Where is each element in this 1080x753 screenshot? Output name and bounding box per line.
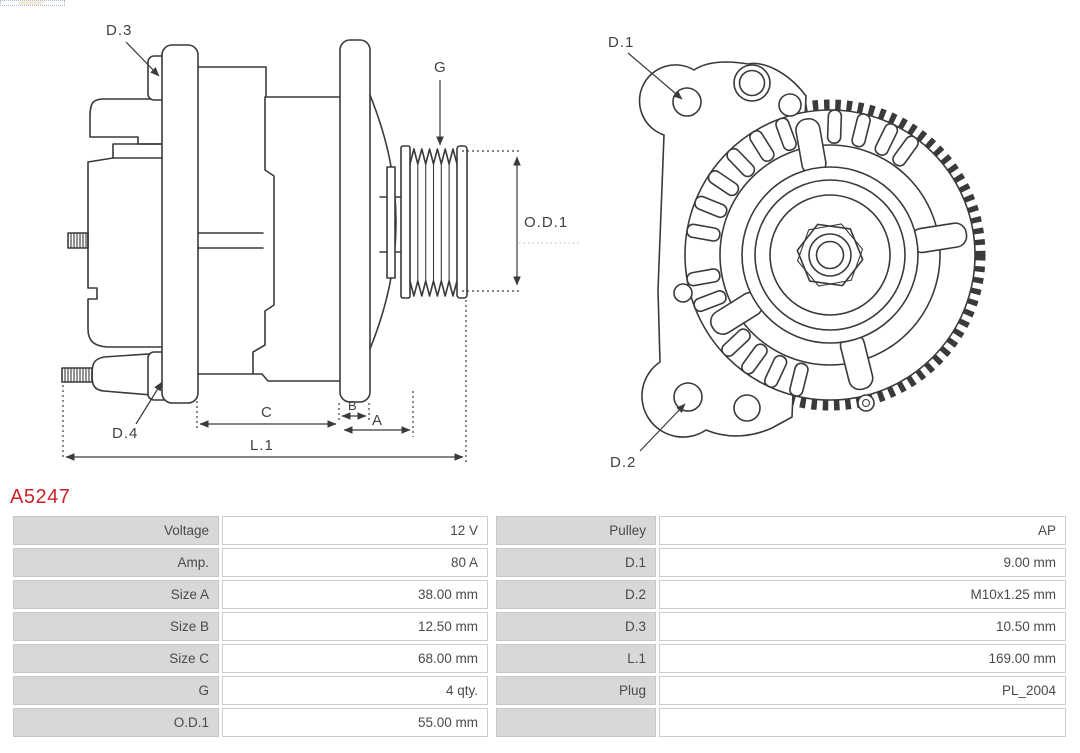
table-row: [13, 612, 1066, 641]
spec-value: M10x1.25 mm: [659, 580, 1066, 609]
side-view: [62, 22, 582, 462]
lower-boss: [734, 395, 760, 421]
plate-hole: [674, 284, 692, 302]
spec-label: [496, 708, 656, 737]
spec-label: L.1: [496, 644, 656, 673]
table-row: [13, 708, 1066, 737]
mount-hole-d1: [673, 88, 701, 116]
shaft-end: [817, 242, 844, 269]
spec-label: Size B: [13, 612, 219, 641]
spec-label: Pulley: [496, 516, 656, 545]
dim-label-d4: D.4: [112, 425, 139, 442]
spec-value: 68.00 mm: [222, 644, 488, 673]
spec-label: Amp.: [13, 548, 219, 577]
part-number: A5247: [10, 486, 71, 508]
spec-value: AP: [659, 516, 1066, 545]
front-view: [608, 34, 980, 471]
dim-label-a: A: [372, 412, 384, 429]
spec-label: Plug: [496, 676, 656, 705]
spec-value: 9.00 mm: [659, 548, 1066, 577]
dim-label-d1: D.1: [608, 34, 635, 51]
mount-hole-d2: [674, 383, 702, 411]
bottom-ear: [858, 395, 874, 411]
drive-end-bracket: [340, 40, 370, 402]
spec-label: G: [13, 676, 219, 705]
table-row: [13, 676, 1066, 705]
pulley-grooves-top: [410, 149, 457, 164]
spec-value: 12.50 mm: [222, 612, 488, 641]
table-row: [13, 516, 1066, 545]
spec-label: Voltage: [13, 516, 219, 545]
spec-label: D.2: [496, 580, 656, 609]
spec-value: 4 qty.: [222, 676, 488, 705]
stud-thread-hatch: [65, 369, 89, 382]
spec-value: 10.50 mm: [659, 612, 1066, 641]
spec-label: O.D.1: [13, 708, 219, 737]
pulley-back-flange: [401, 146, 410, 298]
spec-value: PL_2004: [659, 676, 1066, 705]
spec-value: 12 V: [222, 516, 488, 545]
spec-value: 38.00 mm: [222, 580, 488, 609]
dim-label-b: B: [348, 398, 358, 413]
spec-label: Size C: [13, 644, 219, 673]
table-row: [13, 644, 1066, 673]
spec-value: [659, 708, 1066, 737]
front-flange: [162, 45, 198, 403]
dim-label-l1: L.1: [250, 437, 274, 454]
spec-value: 80 A: [222, 548, 488, 577]
dim-label-d2: D.2: [610, 454, 637, 471]
dim-label-od1: O.D.1: [524, 214, 569, 231]
table-row: [13, 580, 1066, 609]
dim-label-c: C: [261, 404, 273, 421]
spec-label: D.3: [496, 612, 656, 641]
spec-value: 169.00 mm: [659, 644, 1066, 673]
spec-label: Size A: [13, 580, 219, 609]
dim-label-d3: D.3: [106, 22, 133, 39]
spec-value: 55.00 mm: [222, 708, 488, 737]
ear-hole: [779, 94, 801, 116]
table-row: [13, 548, 1066, 577]
shaft: [387, 167, 395, 278]
spec-label: D.1: [496, 548, 656, 577]
spec-table: [10, 513, 1069, 740]
dim-label-g: G: [434, 59, 447, 76]
stud-thread-hatch: [71, 234, 86, 248]
pulley-front-flange: [457, 146, 467, 298]
